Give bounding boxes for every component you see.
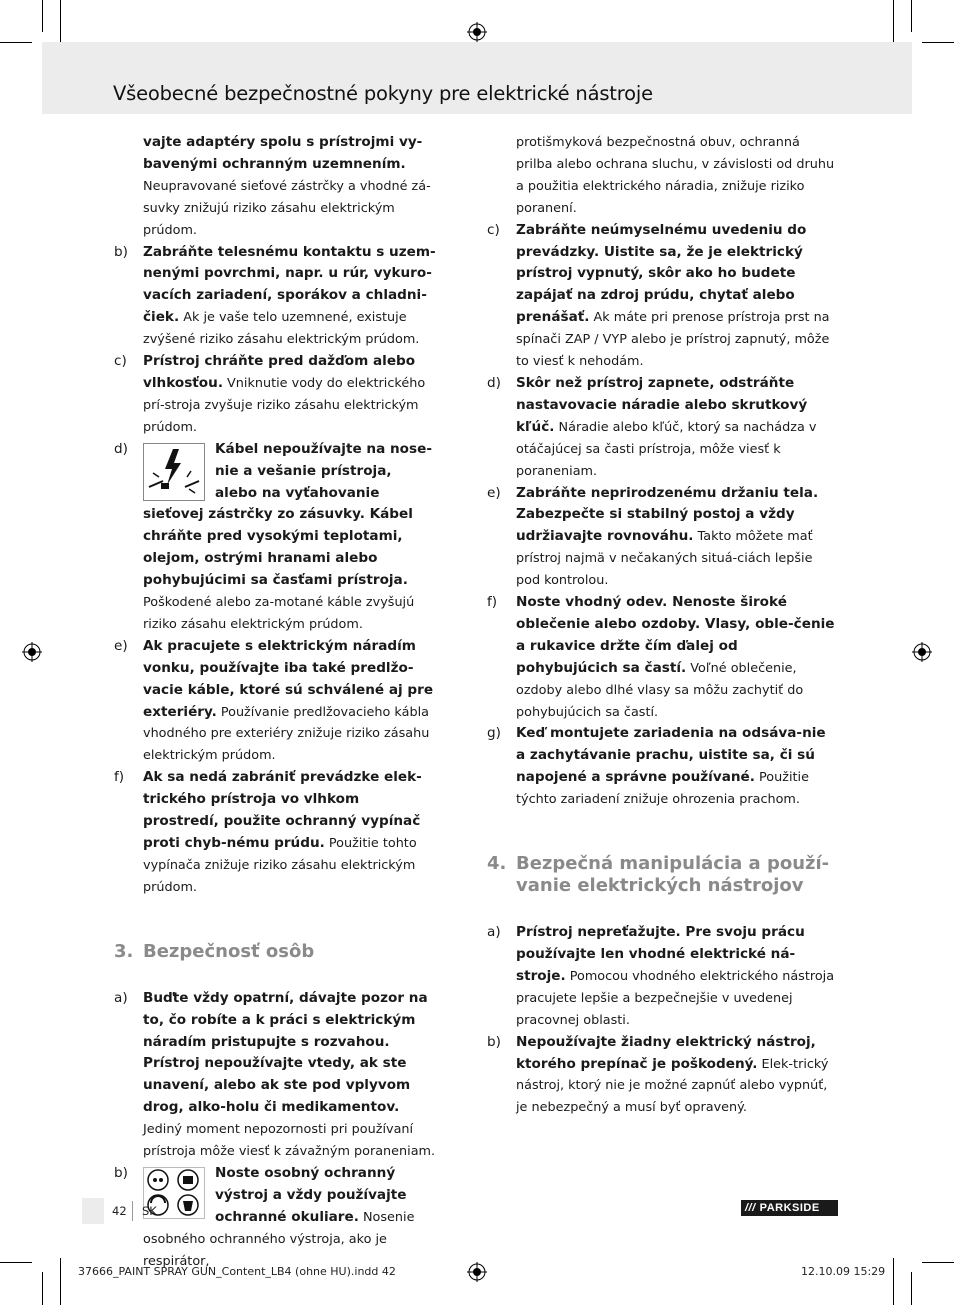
electric-shock-warning-icon bbox=[143, 443, 205, 501]
item-bold: Noste osobný ochranný výstroj a vždy používajte ochranné okuliare. bbox=[215, 1164, 407, 1225]
list-item-c bbox=[487, 220, 839, 373]
crop-mark bbox=[0, 1262, 32, 1263]
footer-divider bbox=[132, 1201, 133, 1221]
item-text: Poškodené alebo za-motané káble zvyšujú riziko zásahu elektrickým prúdom. bbox=[143, 595, 415, 632]
item-text: Jediný moment nepozornosti pri používaní prístroja môže viesť k závažným poraneniam. bbox=[143, 1122, 436, 1160]
section-heading-4 bbox=[487, 853, 839, 897]
item-text: Voľné oblečenie, ozdoby alebo dlhé vlasy sa môžu zachytiť do pohybujúcich sa častí. bbox=[516, 660, 804, 720]
item-bold: vajte adaptéry spolu s prístrojmi vy-bavenými ochranným uzemnením. bbox=[143, 134, 423, 172]
item-text: Ak je vaše telo uzemnené, existuje zvýšené riziko zásahu elektrickým prúdom. bbox=[143, 310, 420, 348]
item-label: c) bbox=[114, 353, 127, 370]
list-item bbox=[114, 132, 436, 242]
crop-mark bbox=[893, 0, 894, 46]
item-text: protišmyková bezpečnostná obuv, ochranná prilba alebo ochrana sluchu, v závislosti od druhu a použitia elektrického náradia, znižuje riziko poranení. bbox=[516, 135, 835, 216]
item-text: Elek-trický nástroj, ktorý nie je možné zapnúť alebo vypnúť, je nebezpečný a musí byť opravený. bbox=[516, 1056, 829, 1116]
print-slug-date: 12.10.09 15:29 bbox=[801, 1265, 886, 1278]
item-bold: Buďte vždy opatrní, dávajte pozor na to, čo robíte a k práci s elektrickým náradím pristupujte s rozvahou. Prístroj nepoužívajte vtedy, ak ste unavení, alebo ak ste pod vplyvom drog, alko-holu či medikamentov. bbox=[143, 989, 428, 1116]
item-bold: Zabráňte neprirodzenému držaniu tela. Zabezpečte si stabilný postoj a vždy udržiavajte rovnováhu. bbox=[516, 484, 819, 545]
crop-mark bbox=[922, 1262, 954, 1263]
item-text: Použitie týchto zariadení znižuje ohrozenia prachom. bbox=[516, 770, 809, 808]
registration-mark-icon bbox=[22, 642, 42, 662]
crop-mark bbox=[60, 1258, 61, 1305]
crop-mark bbox=[42, 1272, 43, 1305]
item-text: Nosenie osobného ochranného výstroja, ako je respirátor, bbox=[143, 1209, 415, 1269]
list-item-a4 bbox=[487, 922, 839, 1032]
right-column bbox=[487, 132, 839, 1119]
list-item-b4 bbox=[487, 1032, 839, 1120]
language-code: SK bbox=[142, 1204, 157, 1218]
list-item-d bbox=[114, 439, 436, 636]
item-bold: Zabráňte telesnému kontaktu s uzem-nenými povrchmi, napr. u rúr, vykuro-vacích zariadení, sporákov a chladni-čiek. bbox=[143, 243, 436, 326]
item-label: f) bbox=[114, 769, 125, 786]
crop-mark bbox=[922, 42, 954, 43]
item-bold: Ak sa nedá zabrániť prevádzke elek-trického prístroja vo vlhkom prostredí, použite ochranný vypínač proti chyb-nému prúdu. bbox=[143, 769, 422, 851]
item-label: b) bbox=[114, 243, 128, 260]
item-text: Použitie tohto vypínača znižuje riziko zásahu elektrickým prúdom. bbox=[143, 836, 417, 895]
registration-mark-icon bbox=[912, 642, 932, 662]
item-bold: Keď montujete zariadenia na odsáva-nie a zachytávanie prachu, uistite sa, či sú napojené a správne používané. bbox=[516, 725, 826, 786]
item-label: f) bbox=[487, 594, 498, 611]
print-slug-file: 37666_PAINT SPRAY GUN_Content_LB4 (ohne HU).indd 42 bbox=[78, 1265, 396, 1278]
section-heading-3 bbox=[114, 941, 436, 963]
list-item-g bbox=[487, 723, 839, 811]
list-item-e bbox=[487, 483, 839, 593]
item-label: c) bbox=[487, 221, 500, 238]
list-item-b bbox=[114, 242, 436, 352]
list-item-c bbox=[114, 351, 436, 439]
section-number: 4. bbox=[487, 853, 507, 875]
list-item-e bbox=[114, 636, 436, 767]
registration-mark-icon bbox=[467, 1262, 487, 1282]
item-text: Takto môžete mať prístroj najmä v nečakaných situá-ciách lepšie pod kontrolou. bbox=[516, 529, 813, 589]
list-item-f bbox=[487, 592, 839, 723]
crop-mark bbox=[42, 0, 43, 32]
list-item bbox=[487, 132, 839, 220]
item-text: Neupravované sieťové zástrčky a vhodné zá-suvky znižujú riziko zásahu elektrickým prúdom. bbox=[143, 178, 431, 238]
crop-mark bbox=[60, 0, 61, 46]
parkside-logo: /// PARKSIDE bbox=[741, 1200, 838, 1216]
crop-mark bbox=[0, 42, 32, 43]
item-bold: Prístroj nepreťažujte. Pre svoju prácu používajte len vhodné elektrické ná-stroje. bbox=[516, 924, 805, 984]
item-label: d) bbox=[114, 440, 128, 457]
page-number: 42 bbox=[112, 1204, 127, 1218]
crop-mark bbox=[911, 0, 912, 32]
item-bold: Prístroj chráňte pred dažďom alebo vlhkosťou. bbox=[143, 353, 416, 391]
item-bold: Kábel nepoužívajte na nose-nie a vešanie prístroja, alebo na vyťahovanie sieťovej zástrčky zo zásuvky. Kábel chráňte pred vysokými teplotami, olejom, ostrými hranami alebo pohybujúcimi sa časťami prístroja. bbox=[143, 440, 432, 589]
section-number: 3. bbox=[114, 940, 134, 962]
list-item-a3 bbox=[114, 988, 436, 1163]
section-title: Bezpečná manipulácia a použí-vanie elektrických nástrojov bbox=[516, 853, 830, 897]
list-item-f bbox=[114, 767, 436, 898]
list-item-b3 bbox=[114, 1163, 436, 1273]
item-label: a) bbox=[487, 924, 501, 941]
item-label: g) bbox=[487, 725, 501, 742]
item-bold: Zabráňte neúmyselnému uvedeniu do prevádzky. Uistite sa, že je elektrický prístroj vypnutý, skôr ako ho budete zapájať na zdroj prúdu, chytať alebo prenášať. bbox=[516, 221, 807, 326]
left-column bbox=[114, 132, 436, 1273]
item-text: Vniknutie vody do elektrického prí-stroja zvyšuje riziko zásahu elektrickým prúdom. bbox=[143, 375, 426, 435]
item-bold: Noste vhodný odev. Nenoste široké oblečenie alebo ozdoby. Vlasy, oble-čenie a rukavice držte čím ďalej od pohybujúcich sa častí. bbox=[516, 594, 835, 676]
item-text: Používanie predlžovacieho kábla vhodného pre exteriéry znižuje riziko zásahu elektrickým prúdom. bbox=[143, 704, 430, 764]
item-label: b) bbox=[114, 1164, 128, 1181]
item-bold: Ak pracujete s elektrickým náradím vonku, používajte iba také predlžo-vacie káble, ktoré sú schválené aj pre exteriéry. bbox=[143, 637, 434, 720]
list-item-d bbox=[487, 373, 839, 483]
crop-mark bbox=[893, 1258, 894, 1305]
item-text: Pomocou vhodného elektrického nástroja pracujete lepšie a bezpečnejšie v uvedenej pracovnej oblasti. bbox=[516, 968, 835, 1028]
crop-mark bbox=[911, 1272, 912, 1305]
page-tab bbox=[82, 1198, 104, 1224]
item-label: b) bbox=[487, 1033, 501, 1050]
registration-mark-icon bbox=[467, 22, 487, 42]
item-label: a) bbox=[114, 989, 128, 1006]
page-title: Všeobecné bezpečnostné pokyny pre elektrické nástroje bbox=[113, 82, 653, 105]
section-title: Bezpečnosť osôb bbox=[143, 940, 315, 962]
item-label: e) bbox=[114, 637, 128, 654]
item-bold: Nepoužívajte žiadny elektrický nástroj, ktorého prepínač je poškodený. bbox=[516, 1033, 816, 1072]
item-label: d) bbox=[487, 374, 501, 391]
item-bold: Skôr než prístroj zapnete, odstráňte nastavovacie náradie alebo skrutkový kľúč. bbox=[516, 374, 808, 435]
item-text: Náradie alebo kľúč, ktorý sa nachádza v otáčajúcej sa časti prístroja, môže viesť k poraneniam. bbox=[516, 419, 817, 479]
item-text: Ak máte pri prenose prístroja prst na spínači ZAP / VYP alebo je prístroj zapnutý, môže to viesť k nehodám. bbox=[516, 310, 830, 370]
item-label: e) bbox=[487, 484, 501, 501]
